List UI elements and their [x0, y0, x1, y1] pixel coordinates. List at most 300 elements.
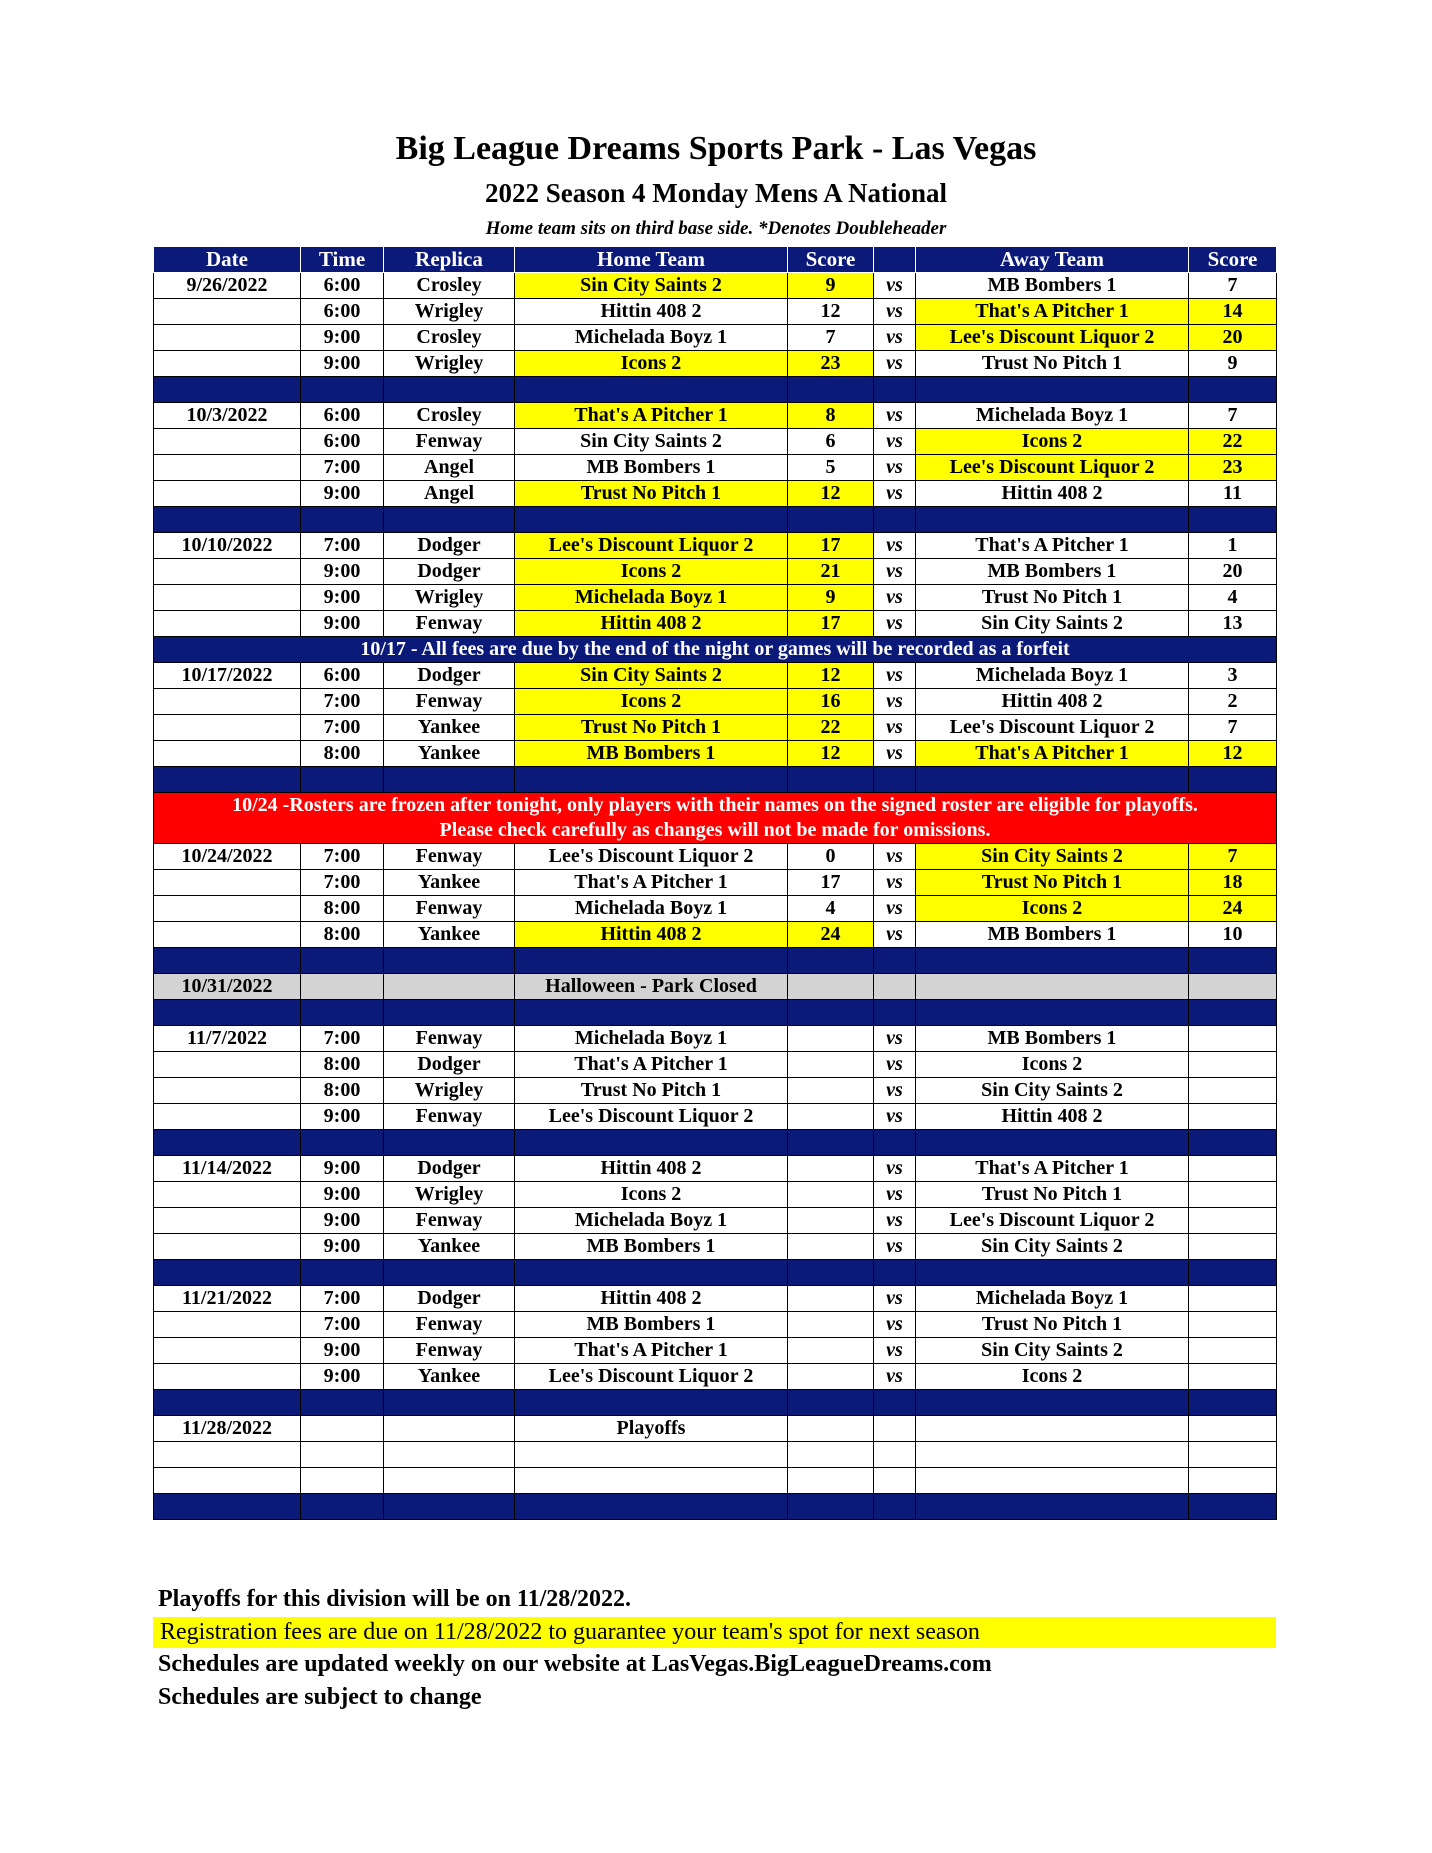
game-field: Yankee [384, 1364, 515, 1390]
separator-cell [515, 1000, 788, 1026]
empty-cell [515, 1468, 788, 1494]
game-field: Crosley [384, 273, 515, 299]
separator-cell [874, 1000, 916, 1026]
vs-label: vs [874, 533, 916, 559]
empty-cell [384, 1442, 515, 1468]
game-field: Yankee [384, 922, 515, 948]
separator-cell [1189, 1494, 1277, 1520]
page-subtitle: 2022 Season 4 Monday Mens A National [484, 178, 948, 208]
game-row [154, 299, 1277, 325]
vs-label: vs [874, 1286, 916, 1312]
empty-cell [916, 1468, 1189, 1494]
game-date: 10/10/2022 [154, 533, 301, 559]
home-team: Hittin 408 2 [515, 1286, 788, 1312]
game-row [154, 689, 1277, 715]
separator-cell [154, 1260, 301, 1286]
home-team: Icons 2 [515, 351, 788, 377]
vs-label: vs [874, 325, 916, 351]
game-time: 9:00 [301, 351, 384, 377]
game-field: Yankee [384, 715, 515, 741]
column-header-away-team: Away Team [916, 247, 1189, 273]
separator-cell [916, 948, 1189, 974]
game-time: 9:00 [301, 325, 384, 351]
game-date [154, 1234, 301, 1260]
game-row [154, 1208, 1277, 1234]
home-team: Trust No Pitch 1 [515, 481, 788, 507]
separator-row [154, 1130, 1277, 1156]
empty-cell [301, 974, 384, 1000]
game-row [154, 1026, 1277, 1052]
away-team: Lee's Discount Liquor 2 [916, 715, 1189, 741]
vs-label: vs [874, 273, 916, 299]
separator-cell [916, 507, 1189, 533]
vs-label: vs [874, 663, 916, 689]
away-score [1189, 1078, 1277, 1104]
separator-cell [788, 1130, 874, 1156]
game-time: 7:00 [301, 533, 384, 559]
game-row [154, 1286, 1277, 1312]
separator-cell [301, 1130, 384, 1156]
vs-label: vs [874, 1182, 916, 1208]
game-date [154, 922, 301, 948]
game-row [154, 1078, 1277, 1104]
separator-cell [916, 1494, 1189, 1520]
game-row [154, 896, 1277, 922]
home-team: Lee's Discount Liquor 2 [515, 1364, 788, 1390]
separator-row [154, 948, 1277, 974]
away-team: Hittin 408 2 [916, 1104, 1189, 1130]
away-score: 7 [1189, 715, 1277, 741]
fees-notice: 10/17 - All fees are due by the end of the night or games will be recorded as a forfeit [154, 637, 1277, 663]
footer-registration-note: Registration fees are due on 11/28/2022 to guarantee your team's spot for next season [153, 1617, 1276, 1648]
separator-cell [515, 507, 788, 533]
game-date [154, 1052, 301, 1078]
home-team: Sin City Saints 2 [515, 429, 788, 455]
game-row [154, 1182, 1277, 1208]
separator-cell [515, 1494, 788, 1520]
column-header-home-team: Home Team [515, 247, 788, 273]
away-team: Michelada Boyz 1 [916, 1286, 1189, 1312]
game-field: Wrigley [384, 351, 515, 377]
game-time: 8:00 [301, 922, 384, 948]
vs-label: vs [874, 351, 916, 377]
game-field: Fenway [384, 611, 515, 637]
separator-cell [384, 767, 515, 793]
home-score: 23 [788, 351, 874, 377]
home-team: That's A Pitcher 1 [515, 403, 788, 429]
halloween-date: 10/31/2022 [154, 974, 301, 1000]
away-score: 9 [1189, 351, 1277, 377]
game-time: 7:00 [301, 844, 384, 870]
separator-cell [874, 1494, 916, 1520]
roster-alert-line1: 10/24 -Rosters are frozen after tonight, only players with their names on the signed roster are eligible for playoffs. [232, 794, 1198, 816]
away-score: 18 [1189, 870, 1277, 896]
separator-cell [154, 507, 301, 533]
home-team: MB Bombers 1 [515, 1312, 788, 1338]
home-team: Sin City Saints 2 [515, 273, 788, 299]
separator-cell [874, 1130, 916, 1156]
separator-cell [788, 1390, 874, 1416]
schedule-body [154, 273, 1277, 1520]
vs-label: vs [874, 455, 916, 481]
separator-cell [874, 767, 916, 793]
away-team: Sin City Saints 2 [916, 844, 1189, 870]
empty-cell [788, 1416, 874, 1442]
empty-cell [384, 1416, 515, 1442]
vs-label: vs [874, 715, 916, 741]
vs-label: vs [874, 611, 916, 637]
home-score: 9 [788, 273, 874, 299]
game-time: 9:00 [301, 1182, 384, 1208]
separator-cell [1189, 767, 1277, 793]
home-score: 17 [788, 611, 874, 637]
game-time: 9:00 [301, 1104, 384, 1130]
empty-cell [1189, 1416, 1277, 1442]
game-row [154, 403, 1277, 429]
game-row [154, 611, 1277, 637]
vs-label: vs [874, 1052, 916, 1078]
halloween-label: Halloween - Park Closed [515, 974, 788, 1000]
separator-cell [1189, 1390, 1277, 1416]
game-row [154, 325, 1277, 351]
separator-cell [788, 377, 874, 403]
vs-label: vs [874, 844, 916, 870]
game-date [154, 1208, 301, 1234]
game-row [154, 429, 1277, 455]
game-date [154, 715, 301, 741]
home-score: 7 [788, 325, 874, 351]
roster-alert [154, 793, 1277, 844]
home-score [788, 1364, 874, 1390]
empty-cell [1189, 974, 1277, 1000]
separator-cell [515, 767, 788, 793]
empty-cell [1189, 1442, 1277, 1468]
vs-label: vs [874, 689, 916, 715]
footer-website-note: Schedules are updated weekly on our website at LasVegas.BigLeagueDreams.com [158, 1651, 992, 1677]
separator-cell [515, 1260, 788, 1286]
game-date [154, 455, 301, 481]
game-date [154, 870, 301, 896]
home-team: Lee's Discount Liquor 2 [515, 1104, 788, 1130]
away-score [1189, 1338, 1277, 1364]
separator-row [154, 1000, 1277, 1026]
home-team: Icons 2 [515, 1182, 788, 1208]
separator-cell [384, 377, 515, 403]
game-time: 9:00 [301, 559, 384, 585]
away-team: That's A Pitcher 1 [916, 1156, 1189, 1182]
game-field: Fenway [384, 896, 515, 922]
roster-alert-line2: Please check carefully as changes will not be made for omissions. [439, 819, 991, 841]
vs-label: vs [874, 1156, 916, 1182]
playoffs-date: 11/28/2022 [154, 1416, 301, 1442]
home-score [788, 1052, 874, 1078]
game-field: Fenway [384, 689, 515, 715]
vs-label: vs [874, 585, 916, 611]
game-date [154, 429, 301, 455]
game-time: 8:00 [301, 1078, 384, 1104]
vs-label: vs [874, 559, 916, 585]
home-team: Icons 2 [515, 559, 788, 585]
separator-cell [515, 1130, 788, 1156]
home-team: That's A Pitcher 1 [515, 1052, 788, 1078]
home-score: 12 [788, 663, 874, 689]
vs-label: vs [874, 403, 916, 429]
game-date [154, 689, 301, 715]
separator-cell [154, 1390, 301, 1416]
game-row [154, 663, 1277, 689]
game-field: Dodger [384, 1156, 515, 1182]
away-team: That's A Pitcher 1 [916, 299, 1189, 325]
game-field: Yankee [384, 741, 515, 767]
separator-row [154, 377, 1277, 403]
away-score: 12 [1189, 741, 1277, 767]
game-field: Fenway [384, 1026, 515, 1052]
game-field: Fenway [384, 1338, 515, 1364]
away-score: 7 [1189, 273, 1277, 299]
away-team: Hittin 408 2 [916, 689, 1189, 715]
game-date [154, 585, 301, 611]
game-time: 8:00 [301, 896, 384, 922]
game-date [154, 1338, 301, 1364]
separator-cell [788, 1260, 874, 1286]
game-field: Angel [384, 455, 515, 481]
game-field: Fenway [384, 1312, 515, 1338]
vs-label: vs [874, 1338, 916, 1364]
home-score: 17 [788, 533, 874, 559]
game-date [154, 1312, 301, 1338]
home-team: MB Bombers 1 [515, 455, 788, 481]
game-row [154, 1364, 1277, 1390]
game-row [154, 922, 1277, 948]
away-score: 3 [1189, 663, 1277, 689]
home-team: MB Bombers 1 [515, 1234, 788, 1260]
home-team: Lee's Discount Liquor 2 [515, 844, 788, 870]
game-time: 7:00 [301, 1286, 384, 1312]
home-score: 9 [788, 585, 874, 611]
game-time: 7:00 [301, 870, 384, 896]
separator-cell [154, 1130, 301, 1156]
game-row [154, 1104, 1277, 1130]
home-team: Michelada Boyz 1 [515, 1208, 788, 1234]
away-team: Icons 2 [916, 1052, 1189, 1078]
home-score: 12 [788, 741, 874, 767]
home-team: Hittin 408 2 [515, 611, 788, 637]
away-score [1189, 1104, 1277, 1130]
separator-cell [384, 507, 515, 533]
home-team: Michelada Boyz 1 [515, 585, 788, 611]
empty-cell [916, 1416, 1189, 1442]
home-team: Michelada Boyz 1 [515, 896, 788, 922]
game-field: Crosley [384, 403, 515, 429]
separator-row [154, 507, 1277, 533]
away-team: Sin City Saints 2 [916, 1234, 1189, 1260]
empty-cell [384, 974, 515, 1000]
home-team: Trust No Pitch 1 [515, 715, 788, 741]
away-score [1189, 1026, 1277, 1052]
separator-row [154, 1494, 1277, 1520]
away-score [1189, 1234, 1277, 1260]
game-time: 9:00 [301, 611, 384, 637]
vs-label: vs [874, 1078, 916, 1104]
empty-cell [384, 1468, 515, 1494]
away-team: MB Bombers 1 [916, 1026, 1189, 1052]
separator-row [154, 767, 1277, 793]
game-date [154, 351, 301, 377]
separator-cell [154, 948, 301, 974]
game-time: 9:00 [301, 1208, 384, 1234]
separator-cell [916, 1390, 1189, 1416]
separator-cell [916, 377, 1189, 403]
away-score [1189, 1156, 1277, 1182]
separator-cell [301, 507, 384, 533]
game-field: Yankee [384, 1234, 515, 1260]
separator-cell [1189, 948, 1277, 974]
home-team: Icons 2 [515, 689, 788, 715]
empty-cell [301, 1442, 384, 1468]
separator-cell [1189, 1130, 1277, 1156]
home-score [788, 1338, 874, 1364]
empty-row [154, 1442, 1277, 1468]
game-row [154, 559, 1277, 585]
roster-alert-row [154, 793, 1277, 844]
game-row [154, 273, 1277, 299]
halloween-row [154, 974, 1277, 1000]
separator-cell [301, 377, 384, 403]
separator-cell [384, 1390, 515, 1416]
vs-label: vs [874, 741, 916, 767]
separator-cell [1189, 377, 1277, 403]
away-team: Icons 2 [916, 896, 1189, 922]
game-row [154, 1156, 1277, 1182]
game-time: 7:00 [301, 1026, 384, 1052]
game-date [154, 559, 301, 585]
game-time: 9:00 [301, 1364, 384, 1390]
game-field: Wrigley [384, 585, 515, 611]
empty-cell [788, 1468, 874, 1494]
separator-cell [515, 1390, 788, 1416]
away-score [1189, 1286, 1277, 1312]
separator-cell [788, 507, 874, 533]
empty-cell [515, 1442, 788, 1468]
away-score: 20 [1189, 559, 1277, 585]
game-time: 9:00 [301, 1234, 384, 1260]
away-score: 2 [1189, 689, 1277, 715]
away-score: 14 [1189, 299, 1277, 325]
home-score: 8 [788, 403, 874, 429]
game-date [154, 1104, 301, 1130]
game-date [154, 1182, 301, 1208]
separator-cell [384, 1130, 515, 1156]
empty-cell [874, 1416, 916, 1442]
empty-cell [916, 974, 1189, 1000]
empty-cell [301, 1416, 384, 1442]
game-row [154, 455, 1277, 481]
page-title: Big League Dreams Sports Park - Las Vegas [395, 130, 1037, 167]
game-date: 9/26/2022 [154, 273, 301, 299]
away-team: Lee's Discount Liquor 2 [916, 325, 1189, 351]
home-score: 12 [788, 299, 874, 325]
header-row [154, 247, 1277, 273]
home-score [788, 1026, 874, 1052]
game-field: Fenway [384, 1208, 515, 1234]
column-header-away-score: Score [1189, 247, 1277, 273]
separator-cell [1189, 1000, 1277, 1026]
away-score [1189, 1208, 1277, 1234]
game-date: 11/7/2022 [154, 1026, 301, 1052]
game-time: 6:00 [301, 299, 384, 325]
separator-cell [301, 767, 384, 793]
game-time: 7:00 [301, 715, 384, 741]
separator-cell [1189, 1260, 1277, 1286]
game-date: 11/21/2022 [154, 1286, 301, 1312]
game-time: 8:00 [301, 741, 384, 767]
home-team: Trust No Pitch 1 [515, 1078, 788, 1104]
empty-cell [154, 1468, 301, 1494]
away-score [1189, 1364, 1277, 1390]
away-score: 4 [1189, 585, 1277, 611]
home-score: 22 [788, 715, 874, 741]
game-date: 10/3/2022 [154, 403, 301, 429]
game-field: Wrigley [384, 1182, 515, 1208]
separator-row [154, 1390, 1277, 1416]
away-team: Trust No Pitch 1 [916, 870, 1189, 896]
separator-cell [384, 1494, 515, 1520]
empty-cell [874, 1468, 916, 1494]
away-team: That's A Pitcher 1 [916, 533, 1189, 559]
separator-cell [154, 1494, 301, 1520]
separator-cell [874, 948, 916, 974]
column-header-replica: Replica [384, 247, 515, 273]
vs-label: vs [874, 870, 916, 896]
separator-cell [788, 1494, 874, 1520]
away-team: MB Bombers 1 [916, 559, 1189, 585]
away-team: Lee's Discount Liquor 2 [916, 455, 1189, 481]
column-header-vs [874, 247, 916, 273]
game-date [154, 741, 301, 767]
away-score [1189, 1312, 1277, 1338]
away-team: Michelada Boyz 1 [916, 403, 1189, 429]
away-team: Michelada Boyz 1 [916, 663, 1189, 689]
home-score: 12 [788, 481, 874, 507]
separator-cell [384, 948, 515, 974]
separator-cell [154, 377, 301, 403]
game-field: Wrigley [384, 299, 515, 325]
separator-cell [916, 767, 1189, 793]
game-row [154, 481, 1277, 507]
home-score: 16 [788, 689, 874, 715]
separator-cell [874, 507, 916, 533]
away-team: Trust No Pitch 1 [916, 585, 1189, 611]
away-team: Trust No Pitch 1 [916, 351, 1189, 377]
empty-row [154, 1468, 1277, 1494]
away-score: 23 [1189, 455, 1277, 481]
game-time: 9:00 [301, 1338, 384, 1364]
away-team: That's A Pitcher 1 [916, 741, 1189, 767]
empty-cell [916, 1442, 1189, 1468]
separator-cell [301, 948, 384, 974]
game-date [154, 896, 301, 922]
game-date [154, 611, 301, 637]
game-field: Crosley [384, 325, 515, 351]
column-header-date: Date [154, 247, 301, 273]
game-time: 7:00 [301, 1312, 384, 1338]
game-field: Dodger [384, 1052, 515, 1078]
game-time: 6:00 [301, 273, 384, 299]
separator-cell [788, 948, 874, 974]
away-team: Lee's Discount Liquor 2 [916, 1208, 1189, 1234]
game-row [154, 1052, 1277, 1078]
vs-label: vs [874, 1364, 916, 1390]
